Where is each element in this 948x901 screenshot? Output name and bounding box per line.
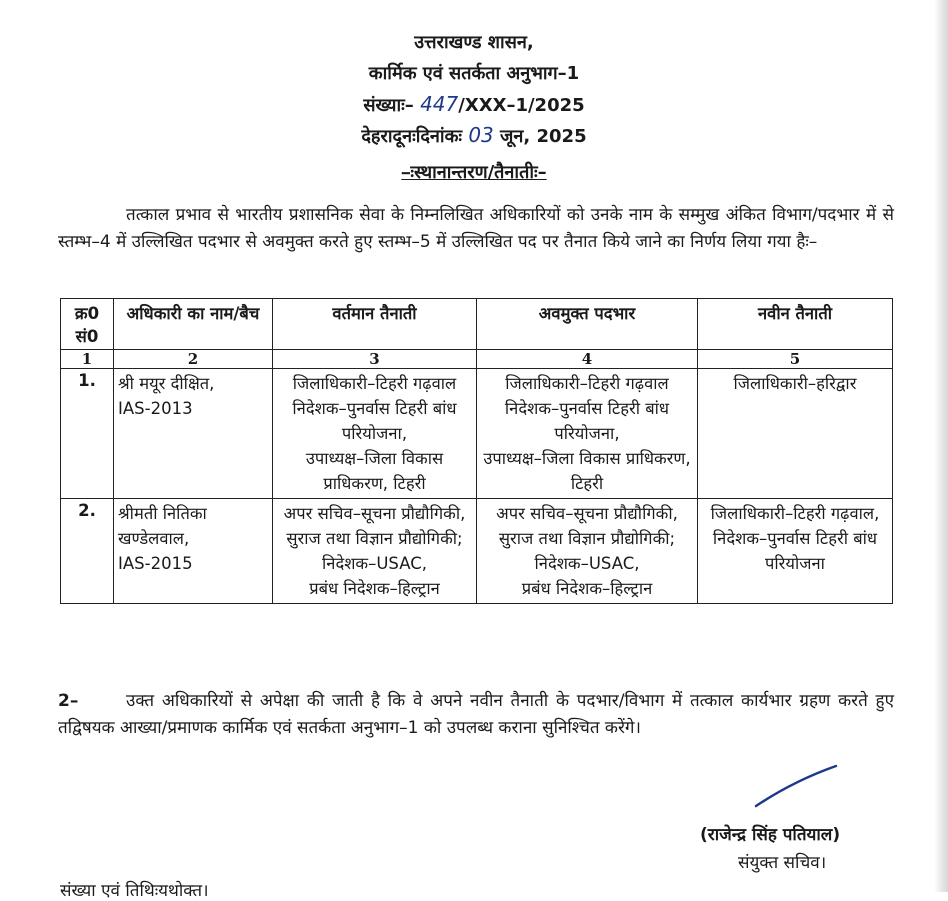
order-number-label: संख्याः–: [363, 95, 414, 116]
department-title: कार्मिक एवं सतर्कता अनुभाग–1: [368, 63, 580, 84]
officer-batch: IAS-2013: [118, 399, 193, 418]
column-number: 5: [698, 350, 893, 369]
header-officer: अधिकारी का नाम/बैच: [114, 299, 273, 350]
signature-stroke-icon: [752, 762, 842, 812]
posting-line: प्रबंध निदेशक–हिल्ट्रान: [521, 579, 653, 598]
directive-text: उक्त अधिकारियों से अपेक्षा की जाती है कि वे अपने नवीन तैनाती के पदभार/विभाग में तत्काल कार्यभार ग्रहण करते हुए तद्विषयक आख्या/प्रमाणक कार्मिक एवं सतर्कता अनुभाग–1 को उपलब्ध कराना सुनिश्चित करेंगे।: [58, 691, 894, 738]
table-header-row: [61, 299, 893, 350]
posting-line: जिलाधिकारी–टिहरी गढ़वाल: [292, 374, 457, 393]
column-number-row: [61, 350, 893, 369]
relieved-charge-cell: [477, 369, 698, 499]
posting-line: प्रबंध निदेशक–हिल्ट्रान: [309, 579, 440, 598]
handwritten-number: 447: [420, 92, 459, 116]
officer-cell: [114, 369, 273, 499]
officer-cell: [114, 499, 273, 604]
new-posting-cell: [698, 499, 893, 604]
signatory-name: (राजेन्द्र सिंह पतियाल): [700, 825, 841, 845]
paragraph-number: 2–: [58, 691, 79, 711]
posting-line: निदेशक–पुनर्वास टिहरी बांध परियोजना: [712, 529, 878, 573]
table-row: [61, 499, 893, 604]
posting-line: निदेशक–पुनर्वास टिहरी बांध परियोजना,: [292, 399, 457, 443]
order-date: [0, 123, 948, 148]
posting-line: निदेशक–USAC,: [322, 554, 427, 573]
posting-line: निदेशक–USAC,: [534, 554, 640, 573]
current-posting-cell: [273, 499, 477, 604]
footer-note: संख्या एवं तिथिःयथोक्त।: [60, 881, 209, 901]
posting-line: जिलाधिकारी–हरिद्वार: [733, 374, 857, 393]
posting-line: अपर सचिव–सूचना प्रौद्यौगिकी, सुराज तथा विज्ञान प्रौद्योगिकी;: [283, 504, 466, 548]
posting-line: अपर सचिव–सूचना प्रौद्यौगिकी, सुराज तथा विज्ञान प्रौद्योगिकी;: [496, 504, 678, 548]
handwritten-date: 03: [468, 123, 494, 147]
directive-paragraph: [58, 688, 894, 742]
table-row: [61, 369, 893, 499]
current-posting-cell: [273, 369, 477, 499]
posting-line: निदेशक–पुनर्वास टिहरी बांध परियोजना,: [504, 399, 670, 443]
posting-line: उपाध्यक्ष–जिला विकास प्राधिकरण, टिहरी: [305, 449, 444, 493]
order-number: [0, 92, 948, 117]
header-relieved-charge: अवमुक्त पदभार: [477, 299, 698, 350]
order-number-suffix: /XXX–1/2025: [458, 95, 585, 116]
intro-paragraph: तत्काल प्रभाव से भारतीय प्रशासनिक सेवा के निम्नलिखित अधिकारियों को उनके नाम के सम्मुख अंकित विभाग/पदभार में से स्तम्भ–4 में उल्लिखित पदभार से अवमुक्त करते हुए स्तम्भ–5 में उल्लिखित पद पर तैनात किये जाने का निर्णय लिया गया हैः–: [58, 205, 894, 252]
header-new-posting: नवीन तैनाती: [698, 299, 893, 350]
officer-batch: IAS-2015: [118, 554, 193, 573]
posting-line: जिलाधिकारी–टिहरी गढ़वाल,: [710, 504, 880, 523]
order-date-suffix: जून, 2025: [500, 126, 587, 147]
new-posting-cell: [698, 369, 893, 499]
column-number: 4: [477, 350, 698, 369]
row-sno: 1.: [61, 369, 114, 499]
relieved-charge-cell: [477, 499, 698, 604]
officer-name: श्रीमती नितिका खण्डेलवाल,: [118, 504, 207, 548]
government-title: उत्तराखण्ड शासन,: [414, 32, 534, 53]
posting-line: जिलाधिकारी–टिहरी गढ़वाल: [505, 374, 669, 393]
subject-line: –ःस्थानान्तरण/तैनातीः–: [401, 162, 547, 183]
header-sno: क्र0 सं0: [61, 299, 114, 350]
signatory-designation: संयुक्त सचिव।: [738, 853, 827, 873]
officer-name: श्री मयूर दीक्षित,: [118, 374, 215, 393]
column-number: 3: [273, 350, 477, 369]
column-number: 2: [114, 350, 273, 369]
header-current-posting: वर्तमान तैनाती: [273, 299, 477, 350]
row-sno: 2.: [61, 499, 114, 604]
order-date-label: देहरादूनःदिनांकः: [361, 126, 463, 147]
posting-line: उपाध्यक्ष–जिला विकास प्राधिकरण, टिहरी: [483, 449, 691, 493]
column-number: 1: [61, 350, 114, 369]
transfer-table: [60, 298, 893, 604]
